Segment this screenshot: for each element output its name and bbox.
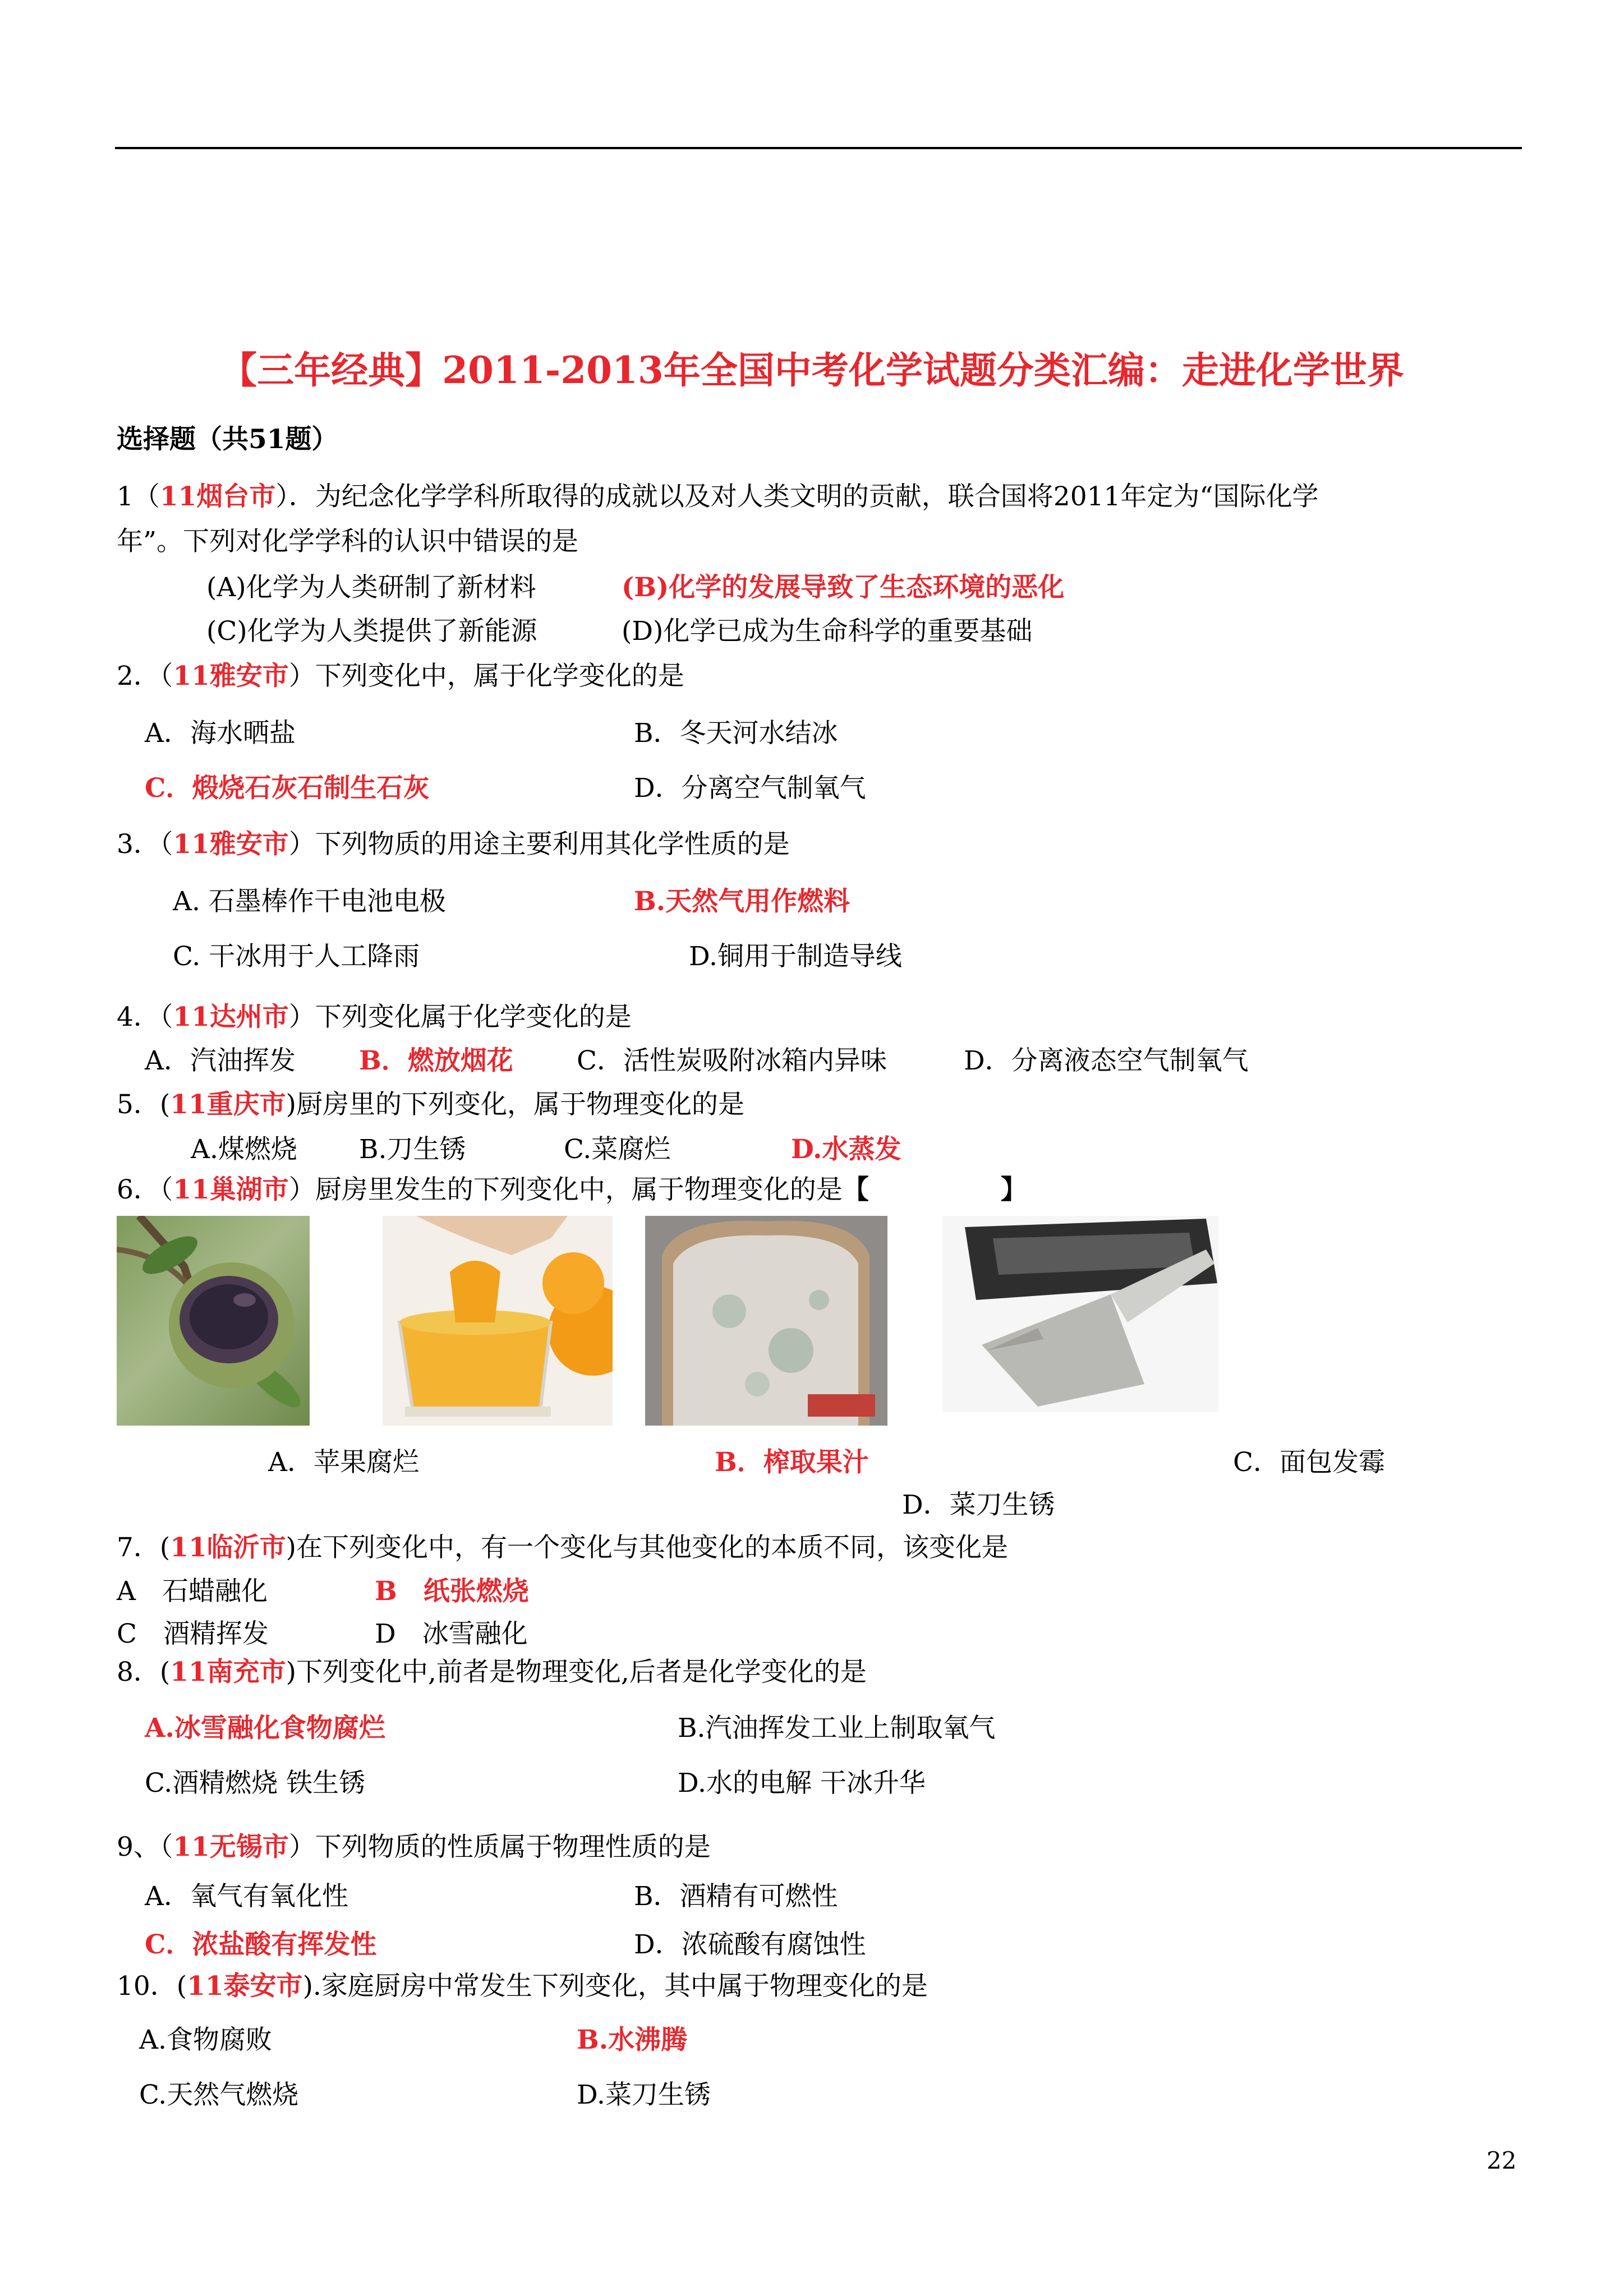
question-source: 11泰安市 (187, 1971, 303, 2002)
kitchen-knife-icon (942, 1216, 1218, 1412)
question-8: 8．(11南充市)下列变化中,前者是物理变化,后者是化学变化的是 (117, 1657, 867, 1688)
question-source: 11雅安市 (173, 829, 289, 860)
page-number: 22 (1487, 2147, 1517, 2174)
option-c: C 酒精挥发 (117, 1619, 269, 1649)
option-d: D 冰雪融化 (375, 1619, 528, 1649)
option-b: B.刀生锈 (359, 1134, 466, 1165)
rotten-apple-icon (117, 1216, 310, 1426)
option-a: A.煤燃烧 (191, 1134, 297, 1165)
option-c: (C)化学为人类提供了新能源 (206, 616, 537, 647)
answer-bracket: 【 】 (842, 1174, 1027, 1205)
option-a: (A)化学为人类研制了新材料 (206, 572, 536, 603)
option-b-answer: B．榨取果汁 (715, 1447, 869, 1478)
question-1-line-1: 1（11烟台市）．为纪念化学学科所取得的成就以及对人类文明的贡献，联合国将2011年定为“国际化学 (117, 481, 1319, 512)
option-c: C. 干冰用于人工降雨 (173, 941, 420, 972)
option-b: B.汽油挥发工业上制取氧气 (678, 1713, 996, 1744)
rotten-apple-photo (117, 1216, 310, 1426)
option-c-answer: C．浓盐酸有挥发性 (145, 1929, 377, 1960)
option-a: A. 石墨棒作干电池电极 (173, 886, 446, 917)
question-source: 11达州市 (173, 1002, 289, 1032)
question-source: 11雅安市 (173, 661, 289, 691)
page-title: 【三年经典】2011-2013年全国中考化学试题分类汇编：走进化学世界 (220, 348, 1404, 392)
option-b-answer: (B)化学的发展导致了生态环境的恶化 (622, 572, 1065, 603)
option-b-answer: B 纸张燃烧 (375, 1576, 529, 1607)
option-c: C．面包发霉 (1233, 1447, 1385, 1478)
option-d: D.铜用于制造导线 (689, 941, 902, 972)
option-c-answer: C．煅烧石灰石制生石灰 (145, 773, 430, 804)
option-d: D．分离空气制氧气 (634, 773, 866, 804)
option-d: D．分离液态空气制氧气 (964, 1045, 1249, 1076)
option-b-answer: B.水沸腾 (577, 2025, 688, 2055)
option-a: A.食物腐败 (139, 2025, 272, 2055)
option-a: A．氧气有氧化性 (145, 1881, 348, 1912)
option-b-answer: B.天然气用作燃料 (634, 886, 850, 917)
option-d: D.水的电解 干冰升华 (678, 1768, 926, 1799)
option-a: A．汽油挥发 (145, 1045, 296, 1076)
question-10: 10．(11泰安市).家庭厨房中常发生下列变化，其中属于物理变化的是 (117, 1971, 928, 2002)
option-b: B．酒精有可燃性 (634, 1881, 838, 1912)
option-b-answer: B．燃放烟花 (359, 1045, 513, 1076)
option-c: C．活性炭吸附冰箱内异味 (577, 1045, 887, 1076)
question-7: 7．(11临沂市)在下列变化中，有一个变化与其他变化的本质不同，该变化是 (117, 1532, 1008, 1563)
question-3: 3．（11雅安市）下列物质的用途主要利用其化学性质的是 (117, 829, 790, 860)
question-source: 11临沂市 (170, 1532, 286, 1563)
option-c: C.菜腐烂 (564, 1134, 671, 1165)
option-a: A．苹果腐烂 (268, 1447, 419, 1478)
question-source: 11重庆市 (170, 1089, 286, 1120)
moldy-bread-photo (645, 1216, 887, 1426)
moldy-bread-icon (645, 1216, 887, 1426)
option-b: B．冬天河水结冰 (634, 718, 838, 749)
question-source: 11巢湖市 (173, 1174, 289, 1205)
question-6: 6．（11巢湖市）厨房里发生的下列变化中，属于物理变化的是【 】 (117, 1174, 1027, 1205)
option-d: (D)化学已成为生命科学的重要基础 (622, 616, 1033, 647)
option-d: D.菜刀生锈 (577, 2080, 711, 2110)
option-a: A．海水晒盐 (145, 718, 296, 749)
juicer-icon (383, 1216, 613, 1426)
question-5: 5．(11重庆市)厨房里的下列变化，属于物理变化的是 (117, 1089, 744, 1120)
option-a: A 石蜡融化 (117, 1576, 268, 1607)
rusty-knife-photo (942, 1216, 1218, 1412)
question-2: 2．（11雅安市）下列变化中，属于化学变化的是 (117, 661, 684, 691)
question-source: 11南充市 (170, 1657, 286, 1688)
option-d: D．菜刀生锈 (902, 1490, 1055, 1520)
question-source: 11无锡市 (173, 1832, 289, 1862)
option-a-answer: A.冰雪融化食物腐烂 (145, 1713, 385, 1744)
option-c: C.天然气燃烧 (139, 2080, 299, 2110)
question-9: 9、（11无锡市）下列物质的性质属于物理性质的是 (117, 1832, 711, 1862)
question-source: 11烟台市 (159, 481, 276, 512)
question-4: 4．（11达州市）下列变化属于化学变化的是 (117, 1002, 632, 1032)
juicer-photo (383, 1216, 613, 1426)
option-d-answer: D.水蒸发 (791, 1134, 901, 1165)
option-d: D．浓硫酸有腐蚀性 (634, 1929, 866, 1960)
question-1-line-2: 年”。下列对化学学科的认识中错误的是 (117, 526, 579, 557)
section-heading: 选择题（共51题） (117, 424, 338, 455)
option-c: C.酒精燃烧 铁生锈 (145, 1768, 366, 1799)
header-rule (115, 147, 1522, 149)
